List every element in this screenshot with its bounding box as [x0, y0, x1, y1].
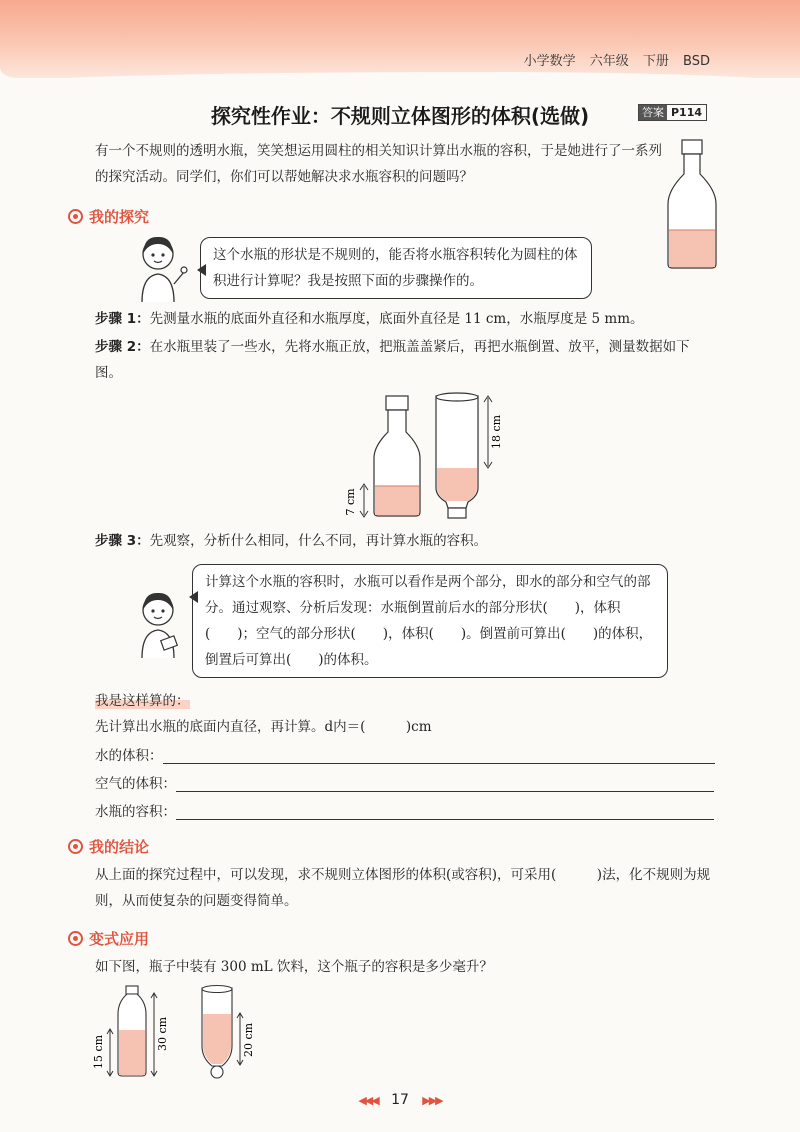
calc-line-1: 先计算出水瓶的底面内直径，再计算。d内＝( )cm [95, 719, 432, 735]
prev-page-icon[interactable]: ◀◀◀ [358, 1094, 378, 1107]
step-1-text: 先测量水瓶的底面外直径和水瓶厚度，底面外直径是 11 cm，水瓶厚度是 5 mm。 [149, 311, 644, 327]
step-2 [95, 334, 715, 386]
header-meta: 小学数学 六年级 下册 BSD [523, 54, 710, 69]
label-7cm: 7 cm [344, 488, 357, 516]
inverted-bottle-cap-2 [211, 1066, 223, 1078]
water-volume-answer-line[interactable] [163, 746, 715, 764]
inverted-water [437, 468, 477, 501]
answer-tag[interactable] [638, 104, 707, 121]
label-30cm: 30 cm [156, 1016, 169, 1052]
capacity-answer-line[interactable] [176, 802, 714, 820]
air-volume-label: 空气的体积： [95, 776, 176, 792]
girl-avatar [132, 232, 188, 304]
upright-water [375, 486, 419, 515]
pager [0, 1092, 800, 1108]
step-3-label: 步骤 3： [95, 533, 150, 549]
conclusion-paragraph: 从上面的探究过程中，可以发现，求不规则立体图形的体积(或容积)，可采用( )法，化不规则为规则，从而使复杂的问题变得简单。 [95, 867, 711, 909]
bottle-cap [682, 140, 702, 154]
speech-bubble-1: 这个水瓶的形状是不规则的，能否将水瓶容积转化为圆柱的体积进行计算呢？我是按照下面的步骤操作的。 [200, 237, 592, 299]
answer-tag-page: P114 [671, 106, 703, 119]
air-volume-row [95, 772, 714, 792]
capacity-row [95, 800, 714, 820]
inverted-bottle-cap [448, 508, 466, 518]
label-20cm: 20 cm [242, 1022, 255, 1058]
water-volume-label: 水的体积： [95, 748, 163, 764]
target-icon [68, 839, 83, 854]
step-2-text: 在水瓶里装了一些水，先将水瓶正放，把瓶盖盖紧后，再把水瓶倒置、放平，测量数据如下图。 [95, 339, 690, 381]
step-1-label: 步骤 1： [95, 311, 150, 327]
section-my-inquiry: 我的探究 [68, 206, 149, 227]
inverted-water-2 [203, 1014, 231, 1064]
bottle-illustration [664, 138, 720, 270]
capacity-label: 水瓶的容积： [95, 804, 176, 820]
problem-text: 如下图，瓶子中装有 300 mL 饮料，这个瓶子的容积是多少毫升？ [95, 959, 493, 975]
section-my-conclusion: 我的结论 [68, 836, 149, 857]
page-title: 探究性作业：不规则立体图形的体积(选做) [210, 104, 590, 128]
calc-heading: 我是这样算的： [95, 693, 190, 709]
section-variant-application: 变式应用 [68, 928, 149, 949]
target-icon [68, 209, 83, 224]
step-3-text: 先观察，分析什么相同，什么不同，再计算水瓶的容积。 [149, 533, 488, 549]
girl-avatar-2 [132, 588, 188, 660]
intro-paragraph: 有一个不规则的透明水瓶，笑笑想运用圆柱的相关知识计算出水瓶的容积，于是她进行了一系列的探究活动。同学们，你们可以帮她解决求水瓶容积的问题吗？ [95, 143, 662, 185]
bottle-figure-2 [90, 984, 270, 1080]
step-1 [95, 306, 715, 332]
upright-bottle-cap [386, 396, 408, 410]
step-2-label: 步骤 2： [95, 339, 150, 355]
next-page-icon[interactable]: ▶▶▶ [422, 1094, 442, 1107]
speech-bubble-2: 计算这个水瓶的容积时，水瓶可以看作是两个部分，即水的部分和空气的部分。通过观察、分析后发现：水瓶倒置前后水的部分形状( )，体积( )；空气的部分形状( )，体积( )。倒置前可算出( )的体积，倒置后可算出( )的体积。 [192, 564, 668, 678]
upright-bottle-cap-2 [126, 986, 138, 994]
page-number: 17 [391, 1092, 409, 1108]
answer-tag-label: 答案 [639, 105, 667, 120]
label-18cm: 18 cm [490, 414, 503, 450]
upright-water-2 [119, 1030, 145, 1075]
air-volume-answer-line[interactable] [176, 774, 714, 792]
step-3 [95, 528, 715, 554]
bottle-water [669, 230, 715, 267]
label-15cm: 15 cm [92, 1034, 105, 1070]
water-volume-row [95, 744, 715, 764]
target-icon [68, 931, 83, 946]
bottle-figure-1 [340, 392, 520, 522]
